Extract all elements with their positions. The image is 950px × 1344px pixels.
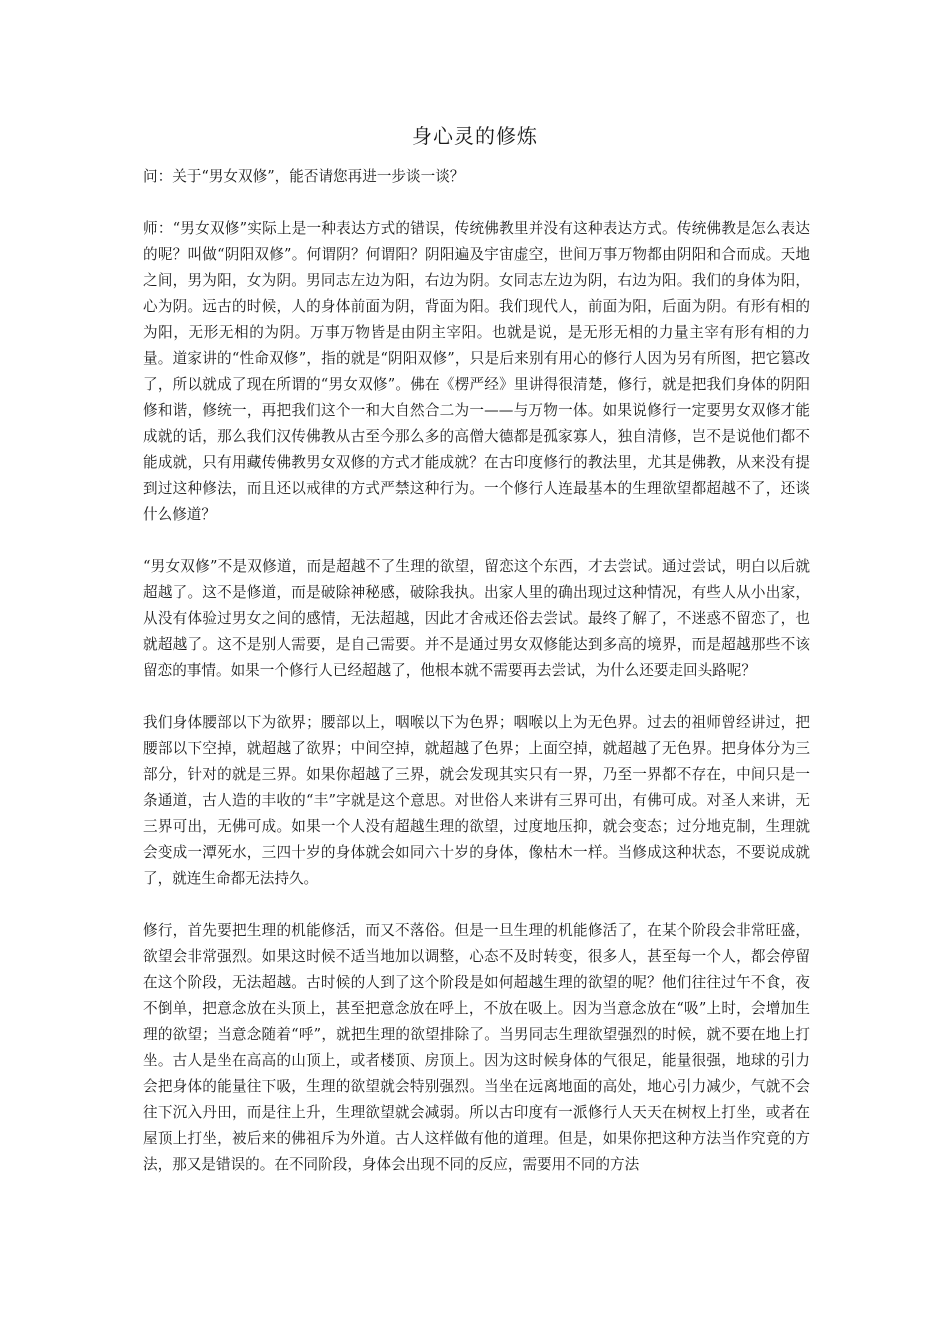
document-body <box>143 164 810 1204</box>
paragraph: “男女双修”不是双修道，而是超越不了生理的欲望，留恋这个东西，才去尝试。通过尝试，明白以后就超越了。这不是修道，而是破除神秘感，破除我执。出家人里的确出现过这种情况，有些人从小出家，从没有体验过男女之间的感情，无法超越，因此才舍戒还俗去尝试。最终了解了，不迷惑不留恋了，也就超越了。这不是别人需要，是自己需要。并不是通过男女双修能达到多高的境界，而是超越那些不该留恋的事情。如果一个修行人已经超越了，他根本就不需要再去尝试，为什么还要走回头路呢？ <box>143 558 810 679</box>
paragraph-question: 问：关于“男女双修”，能否请您再进一步谈一谈？ <box>143 168 465 185</box>
paragraph-answer: 师：“男女双修”实际上是一种表达方式的错误，传统佛教里并没有这种表达方式。传统佛教是怎么表达的呢？叫做“阴阳双修”。何谓阴？何谓阳？阴阳遍及宇宙虚空，世间万事万物都由阴阳和合而成。天地之间，男为阳，女为阴。男同志左边为阳，右边为阴。女同志左边为阴，右边为阳。我们的身体为阳，心为阴。远古的时候，人的身体前面为阴，背面为阳。我们现代人，前面为阳，后面为阴。有形有相的为阳，无形无相的为阴。万事万物皆是由阴主宰阳。也就是说，是无形无相的力量主宰有形有相的力量。道家讲的“性命双修”，指的就是“阴阳双修”，只是后来别有用心的修行人因为另有所图，把它篡改了，所以就成了现在所谓的“男女双修”。佛在《楞严经》里讲得很清楚，修行，就是把我们身体的阴阳修和谐，修统一，再把我们这个一和大自然合二为一——与万物一体。如果说修行一定要男女双修才能成就的话，那么我们汉传佛教从古至今那么多的高僧大德都是孤家寡人，独自清修，岂不是说他们都不能成就，只有用藏传佛教男女双修的方式才能成就？在古印度修行的教法里，尤其是佛教，从来没有提到过这种修法，而且还以戒律的方式严禁这种行为。一个修行人连最基本的生理欲望都超越不了，还谈什么修道？ <box>143 220 810 523</box>
paragraph: 修行，首先要把生理的机能修活，而又不落俗。但是一旦生理的机能修活了，在某个阶段会非常旺盛，欲望会非常强烈。如果这时候不适当地加以调整，心态不及时转变，很多人，甚至每一个人，都会停留在这个阶段，无法超越。古时候的人到了这个阶段是如何超越生理的欲望的呢？他们往往过午不食，夜不倒单，把意念放在头顶上，甚至把意念放在呼上，不放在吸上。因为当意念放在“吸”上时，会增加生理的欲望；当意念随着“呼”，就把生理的欲望排除了。当男同志生理欲望强烈的时候，就不要在地上打坐。古人是坐在高高的山顶上，或者楼顶、房顶上。因为这时候身体的气很足，能量很强，地球的引力会把身体的能量往下吸，生理的欲望就会特别强烈。当坐在远离地面的高处，地心引力减少，气就不会往下沉入丹田，而是往上升，生理欲望就会减弱。所以古印度有一派修行人天天在树杈上打坐，或者在屋顶上打坐，被后来的佛祖斥为外道。古人这样做有他的道理。但是，如果你把这种方法当作究竟的方法，那又是错误的。在不同阶段，身体会出现不同的反应，需要用不同的方法 <box>143 922 810 1173</box>
document-title: 身心灵的修炼 <box>412 124 538 148</box>
paragraph: 我们身体腰部以下为欲界；腰部以上，咽喉以下为色界；咽喉以上为无色界。过去的祖师曾经讲过，把腰部以下空掉，就超越了欲界；中间空掉，就超越了色界；上面空掉，就超越了无色界。把身体分为三部分，针对的就是三界。如果你超越了三界，就会发现其实只有一界，乃至一界都不存在，中间只是一条通道，古人造的丰收的“丰”字就是这个意思。对世俗人来讲有三界可出，有佛可成。对圣人来讲，无三界可出，无佛可成。如果一个人没有超越生理的欲望，过度地压抑，就会变态；过分地克制，生理就会变成一潭死水，三四十岁的身体就会如同六十岁的身体，像枯木一样。当修成这种状态，不要说成就了，就连生命都无法持久。 <box>143 714 810 887</box>
